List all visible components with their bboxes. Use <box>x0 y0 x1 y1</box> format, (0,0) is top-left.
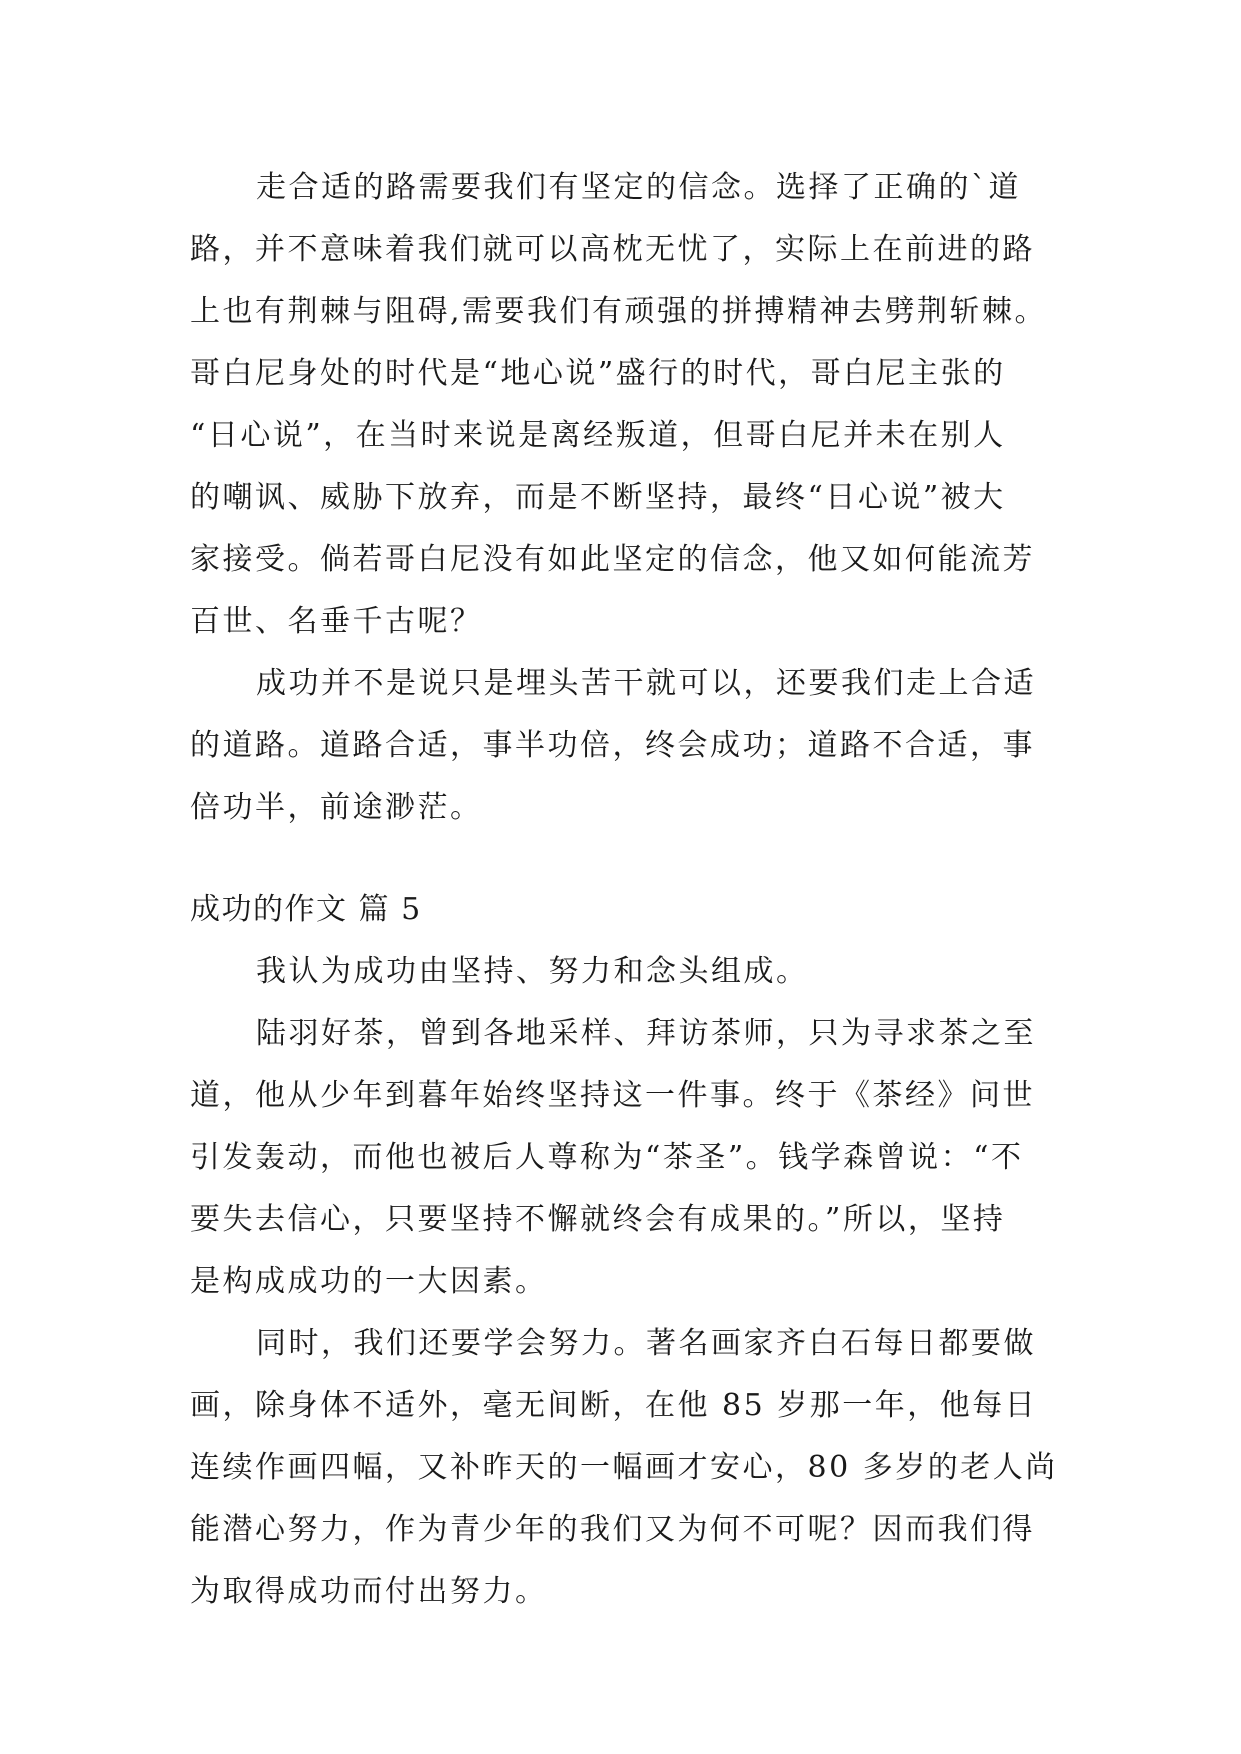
paragraph-line: 要失去信心，只要坚持不懈就终会有成果的。”所以，坚持 <box>190 1202 1006 1237</box>
paragraph-line: 连续作画四幅，又补昨天的一幅画才安心，80 多岁的老人尚 <box>190 1450 1058 1485</box>
paragraph-line: 我认为成功由坚持、努力和念头组成。 <box>256 954 809 989</box>
paragraph-line: 为取得成功而付出努力。 <box>190 1574 548 1609</box>
paragraph-line: “日心说”，在当时来说是离经叛道，但哥白尼并未在别人 <box>190 418 1006 453</box>
paragraph-line: 能潜心努力，作为青少年的我们又为何不可呢？因而我们得 <box>190 1512 1035 1547</box>
paragraph-line: 的嘲讽、威胁下放弃，而是不断坚持，最终“日心说”被大 <box>190 480 1006 515</box>
paragraph-line: 哥白尼身处的时代是“地心说”盛行的时代，哥白尼主张的 <box>190 356 1006 391</box>
paragraph-line: 成功并不是说只是埋头苦干就可以，还要我们走上合适 <box>256 666 1036 701</box>
paragraph-line: 同时，我们还要学会努力。著名画家齐白石每日都要做 <box>256 1326 1036 1361</box>
paragraph-line: 走合适的路需要我们有坚定的信念。选择了正确的`道 <box>256 170 1021 205</box>
paragraph-line: 的道路。道路合适，事半功倍，终会成功；道路不合适，事 <box>190 728 1035 763</box>
paragraph-line: 道，他从少年到暮年始终坚持这一件事。终于《茶经》问世 <box>190 1078 1035 1113</box>
paragraph-line: 百世、名垂千古呢？ <box>190 604 483 639</box>
paragraph-line: 陆羽好茶，曾到各地采样、拜访茶师，只为寻求茶之至 <box>256 1016 1036 1051</box>
paragraph-line: 画，除身体不适外，毫无间断，在他 85 岁那一年，他每日 <box>190 1388 1038 1423</box>
paragraph-line: 上也有荆棘与阻碍,需要我们有顽强的拼搏精神去劈荆斩棘。 <box>190 294 1048 329</box>
section-heading: 成功的作文 篇 5 <box>190 892 422 927</box>
paragraph-line: 家接受。倘若哥白尼没有如此坚定的信念，他又如何能流芳 <box>190 542 1035 577</box>
paragraph-line: 引发轰动，而他也被后人尊称为“茶圣”。钱学森曾说：“不 <box>190 1140 1024 1175</box>
paragraph-line: 是构成成功的一大因素。 <box>190 1264 548 1299</box>
paragraph-line: 路，并不意味着我们就可以高枕无忧了，实际上在前进的路 <box>190 232 1035 267</box>
paragraph-line: 倍功半，前途渺茫。 <box>190 790 483 825</box>
